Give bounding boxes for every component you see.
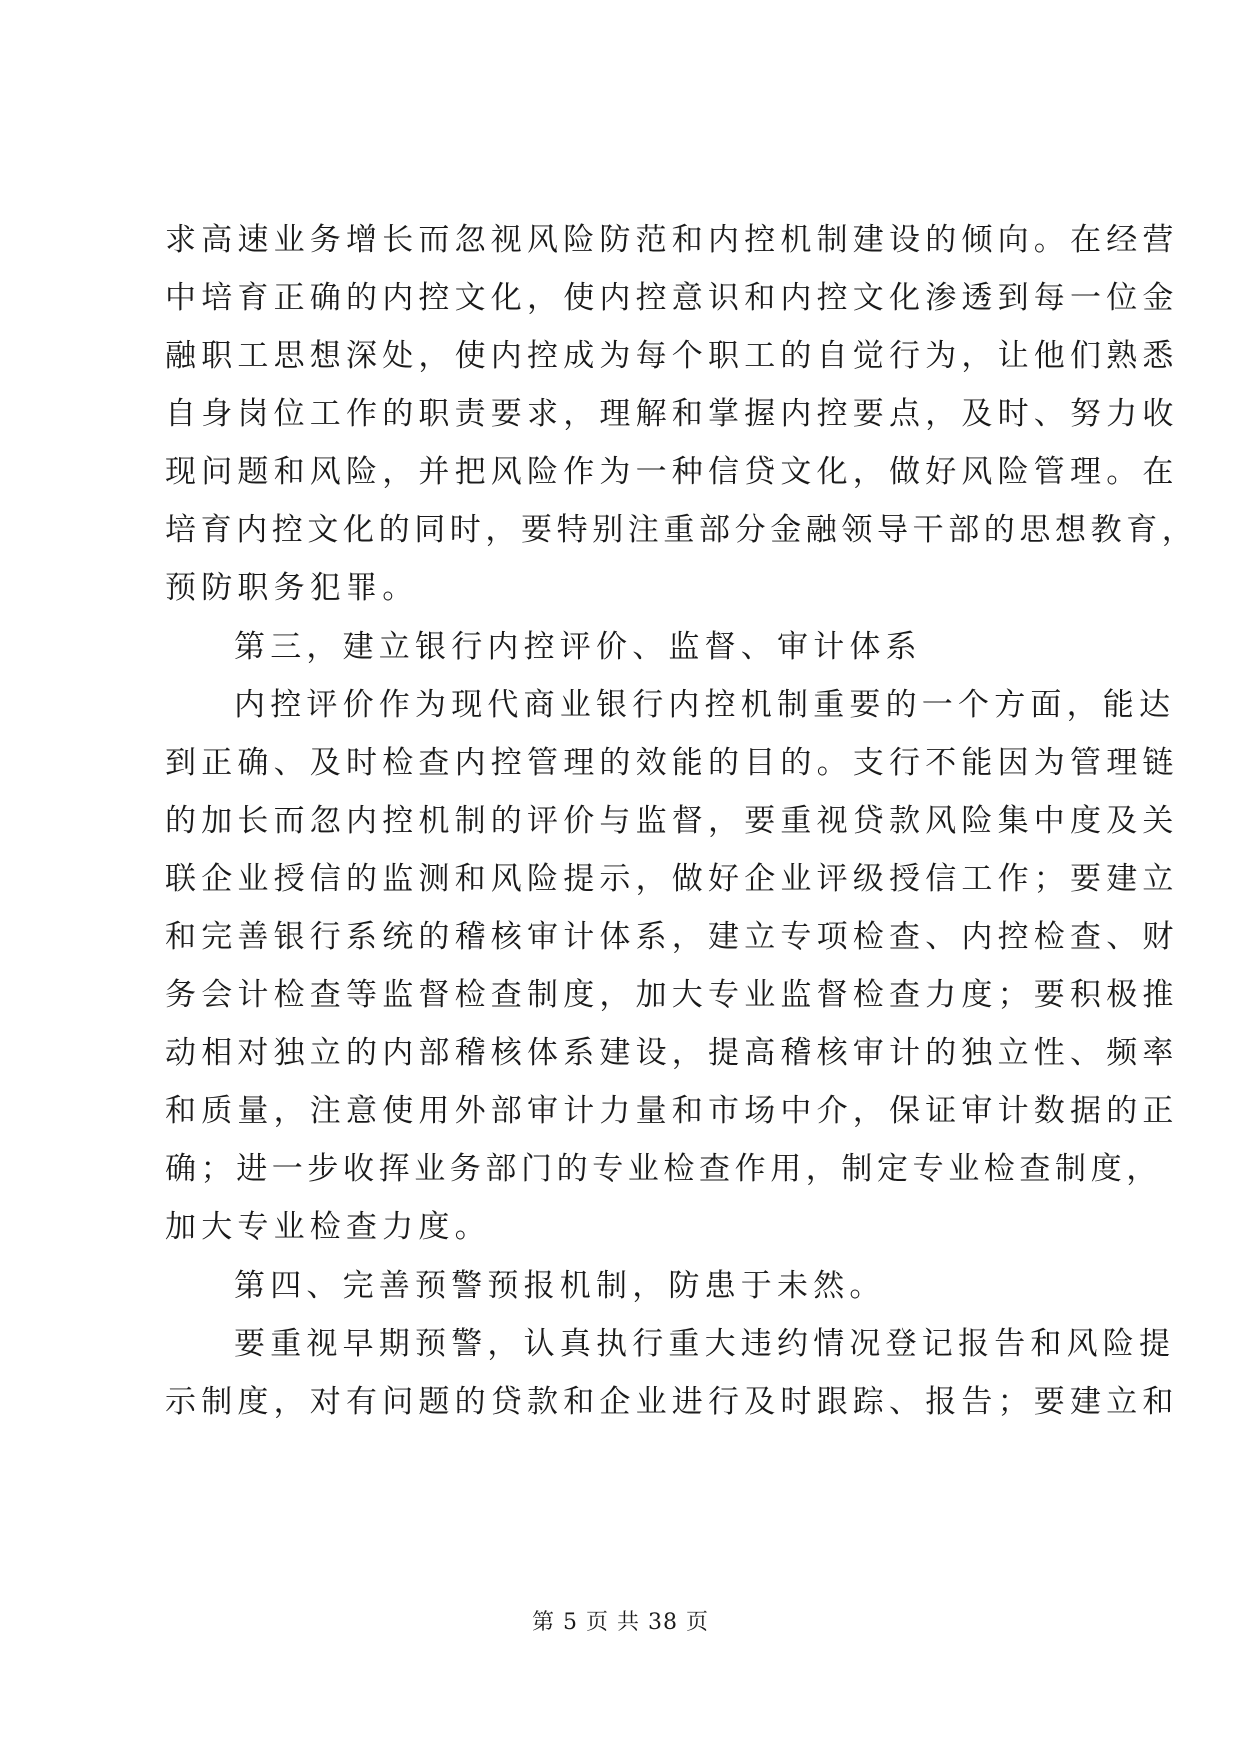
body-text-line: 联企业授信的监测和风险提示，做好企业评级授信工作；要建立 <box>165 861 1179 897</box>
body-text-line: 中培育正确的内控文化，使内控意识和内控文化渗透到每一位金 <box>165 280 1179 316</box>
body-text-line: 培育内控文化的同时，要特别注重部分金融领导干部的思想教育， <box>165 512 1198 548</box>
body-text-line: 现问题和风险，并把风险作为一种信贷文化，做好风险管理。在 <box>165 454 1179 490</box>
body-text-line: 要重视早期预警，认真执行重大违约情况登记报告和风险提 <box>234 1326 1176 1362</box>
body-text-line: 和质量，注意使用外部审计力量和市场中介，保证审计数据的正 <box>165 1093 1179 1129</box>
body-text-line: 示制度，对有问题的贷款和企业进行及时跟踪、报告；要建立和 <box>165 1384 1179 1420</box>
body-text-line: 自身岗位工作的职责要求，理解和掌握内控要点，及时、努力收 <box>165 396 1179 432</box>
body-text-line: 务会计检查等监督检查制度，加大专业监督检查力度；要积极推 <box>165 977 1179 1013</box>
page-number-footer: 第 5 页 共 38 页 <box>532 1610 709 1635</box>
body-text-line: 到正确、及时检查内控管理的效能的目的。支行不能因为管理链 <box>165 745 1179 781</box>
body-text-line: 内控评价作为现代商业银行内控机制重要的一个方面，能达 <box>234 687 1176 723</box>
section-heading: 第四、完善预警预报机制，防患于未然。 <box>234 1268 886 1304</box>
body-text-line: 融职工思想深处，使内控成为每个职工的自觉行为，让他们熟悉 <box>165 338 1179 374</box>
body-text-line: 和完善银行系统的稽核审计体系，建立专项检查、内控检查、财 <box>165 919 1179 955</box>
section-heading: 第三，建立银行内控评价、监督、审计体系 <box>234 629 922 665</box>
body-text-line: 加大专业检查力度。 <box>165 1209 491 1245</box>
body-text-line: 的加长而忽内控机制的评价与监督，要重视贷款风险集中度及关 <box>165 803 1179 839</box>
body-text-line: 动相对独立的内部稽核体系建设，提高稽核审计的独立性、频率 <box>165 1035 1179 1071</box>
body-text-line: 预防职务犯罪。 <box>165 570 419 606</box>
body-text-line: 求高速业务增长而忽视风险防范和内控机制建设的倾向。在经营 <box>165 222 1179 258</box>
body-text-line: 确；进一步收挥业务部门的专业检查作用，制定专业检查制度， <box>165 1151 1162 1187</box>
